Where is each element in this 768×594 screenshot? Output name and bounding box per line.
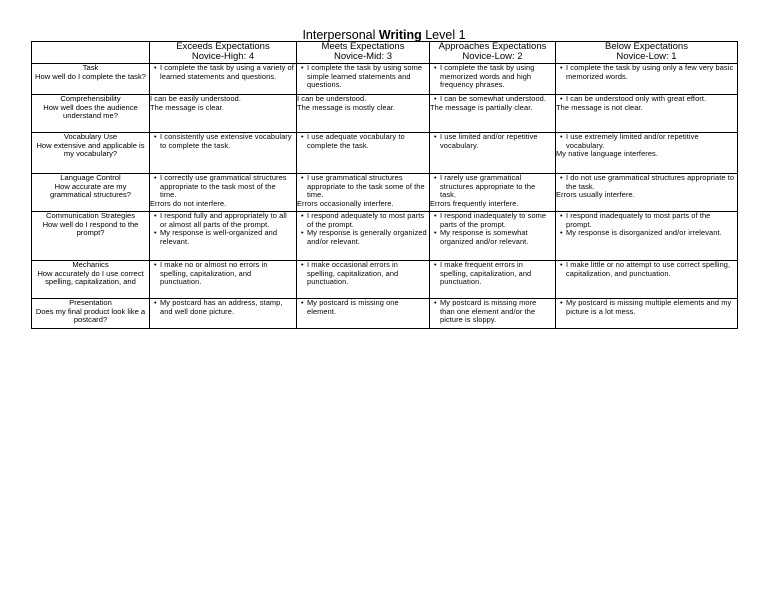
title-prefix: Interpersonal (302, 28, 376, 42)
rubric-row-communication (32, 212, 738, 261)
page-title (0, 28, 768, 42)
descriptor-communication-meets: • I respond adequately to most parts of the prompt. • My response is generally organized and/or relevant. (297, 212, 430, 261)
descriptor-comprehensibility-approaches: • I can be somewhat understood. • The message is partially clear. (430, 95, 556, 133)
column-header-meets: Meets Expectations Novice-Mid: 3 (297, 42, 430, 64)
descriptor-mechanics-approaches: • I make frequent errors in spelling, capitalization, and punctuation. (430, 261, 556, 299)
descriptor-language-control-exceeds: • I correctly use grammatical structures appropriate to the task most of the time. Errors do not interfere. (150, 174, 297, 212)
descriptor-language-control-approaches: • I rarely use grammatical structures appropriate to the task. Errors frequently interfere. (430, 174, 556, 212)
column-header-exceeds: Exceeds Expectations Novice-High: 4 (150, 42, 297, 64)
descriptor-comprehensibility-exceeds: • I can be easily understood. • The message is clear. (150, 95, 297, 133)
rubric-row-comprehensibility (32, 95, 738, 133)
descriptor-mechanics-meets: • I make occasional errors in spelling, capitalization, and punctuation. (297, 261, 430, 299)
rubric-table (31, 41, 738, 329)
descriptor-language-control-below: • I do not use grammatical structures appropriate to the task. Errors usually interfere. (556, 174, 738, 212)
criterion-task: Task How well do I complete the task? (32, 64, 150, 95)
criterion-language-control: Language Control How accurate are my grammatical structures? (32, 174, 150, 212)
descriptor-communication-exceeds: • I respond fully and appropriately to all or almost all parts of the prompt. • My response is well-organized and relevant. (150, 212, 297, 261)
descriptor-presentation-exceeds: • My postcard has an address, stamp, and well done picture. (150, 299, 297, 329)
header-row (32, 42, 738, 64)
descriptor-comprehensibility-meets: • I can be understood. • The message is mostly clear. (297, 95, 430, 133)
criterion-mechanics: Mechanics How accurately do I use correct spelling, capitalization, and (32, 261, 150, 299)
criterion-communication: Communication Strategies How well do I respond to the prompt? (32, 212, 150, 261)
descriptor-task-below: • I complete the task by using only a few very basic memorized words. (556, 64, 738, 95)
corner-cell (32, 42, 150, 64)
title-bold-word: Writing (378, 28, 422, 42)
rubric-row-language-control (32, 174, 738, 212)
descriptor-vocabulary-meets: • I use adequate vocabulary to complete the task. (297, 133, 430, 174)
descriptor-communication-below: • I respond inadequately to most parts of the prompt. • My response is disorganized and/or irrelevant. (556, 212, 738, 261)
descriptor-language-control-meets: • I use grammatical structures appropriate to the task some of the time. Errors occasionally interfere. (297, 174, 430, 212)
descriptor-task-meets: • I complete the task by using some simple learned statements and questions. (297, 64, 430, 95)
descriptor-communication-approaches: • I respond inadequately to some parts of the prompt. • My response is somewhat organized and/or relevant. (430, 212, 556, 261)
descriptor-task-exceeds: • I complete the task by using a variety of learned statements and questions. (150, 64, 297, 95)
criterion-vocabulary: Vocabulary Use How extensive and applicable is my vocabulary? (32, 133, 150, 174)
column-header-approaches: Approaches Expectations Novice-Low: 2 (430, 42, 556, 64)
criterion-comprehensibility: Comprehensibility How well does the audience understand me? (32, 95, 150, 133)
descriptor-vocabulary-exceeds: • I consistently use extensive vocabulary to complete the task. (150, 133, 297, 174)
column-header-below: Below Expectations Novice-Low: 1 (556, 42, 738, 64)
descriptor-comprehensibility-below: • I can be understood only with great effort. • The message is not clear. (556, 95, 738, 133)
descriptor-mechanics-below: • I make little or no attempt to use correct spelling, capitalization, and punctuation. (556, 261, 738, 299)
descriptor-mechanics-exceeds: • I make no or almost no errors in spelling, capitalization, and punctuation. (150, 261, 297, 299)
criterion-presentation: Presentation Does my final product look like a postcard? (32, 299, 150, 329)
descriptor-presentation-approaches: • My postcard is missing more than one element and/or the picture is sloppy. (430, 299, 556, 329)
rubric-row-vocabulary (32, 133, 738, 174)
rubric-row-task (32, 64, 738, 95)
rubric-row-mechanics (32, 261, 738, 299)
descriptor-vocabulary-approaches: • I use limited and/or repetitive vocabulary. (430, 133, 556, 174)
descriptor-task-approaches: • I complete the task by using memorized words and high frequency phrases. (430, 64, 556, 95)
descriptor-presentation-meets: • My postcard is missing one element. (297, 299, 430, 329)
rubric-row-presentation (32, 299, 738, 329)
descriptor-presentation-below: • My postcard is missing multiple elements and my picture is a lot mess. (556, 299, 738, 329)
descriptor-vocabulary-below: • I use extremely limited and/or repetitive vocabulary. • My native language interferes. (556, 133, 738, 174)
title-suffix: Level 1 (425, 28, 466, 42)
